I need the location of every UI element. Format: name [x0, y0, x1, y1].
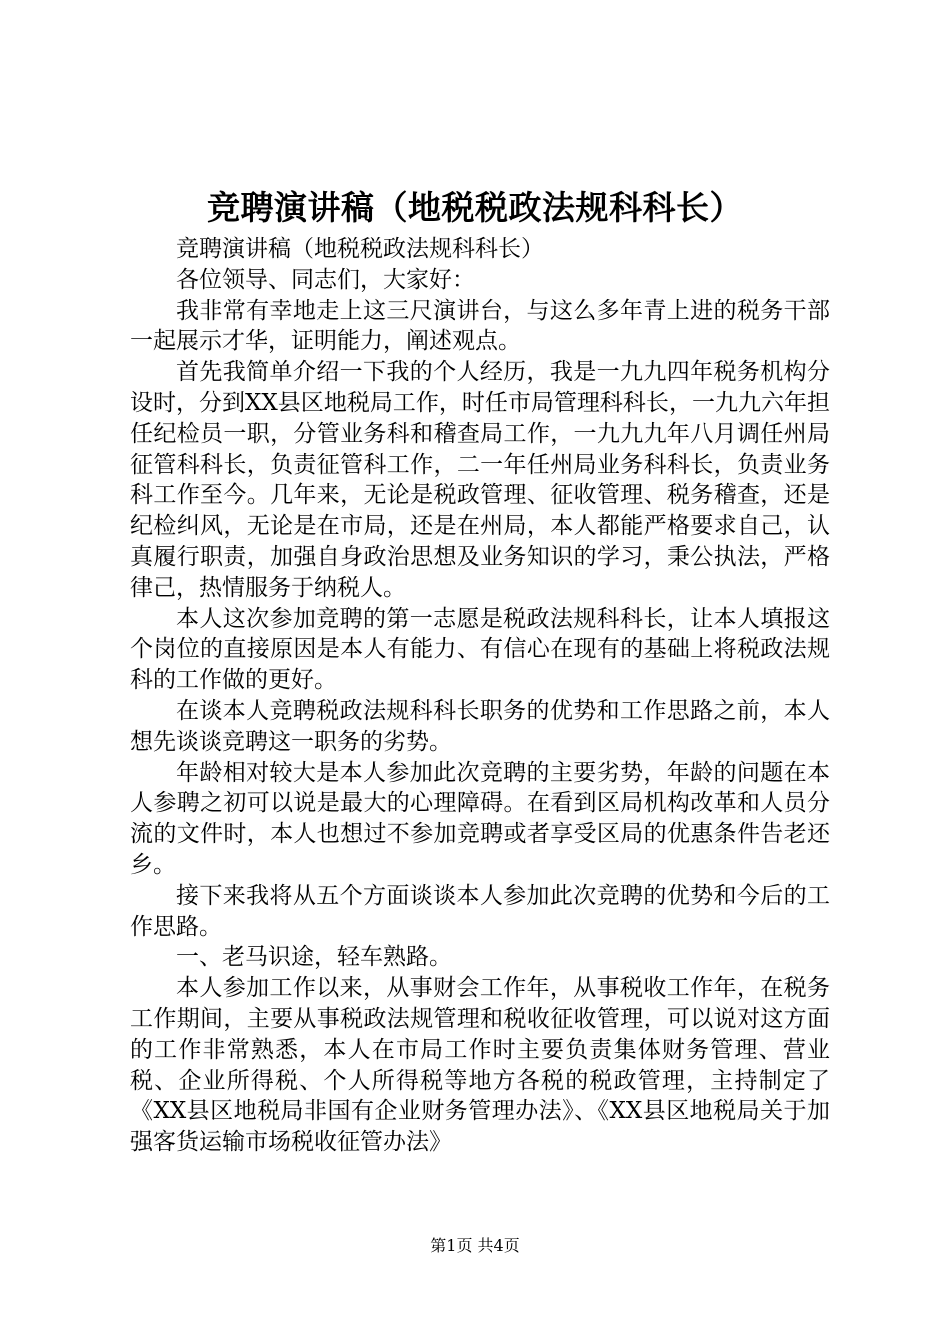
document-title: 竞聘演讲稿（地税税政法规科科长）	[207, 188, 743, 227]
paragraph: 首先我简单介绍一下我的个人经历，我是一九九四年税务机构分设时，分到XX县区地税局工作，时任市局管理科科长，一九九六年担任纪检员一职，分管业务科和稽查局工作，一九九九年八月调任州局征管科科长，负责征管科工作，二一年任州局业务科科长，负责业务科工作至今。几年来，无论是税政管理、征收管理、税务稽查，还是纪检纠风，无论是在市局，还是在州局，本人都能严格要求自己，认真履行职责，加强自身政治思想及业务知识的学习，秉公执法，严格律己，热情服务于纳税人。	[130, 359, 830, 601]
paragraph: 各位领导、同志们，大家好：	[176, 266, 475, 293]
paragraph: 本人这次参加竞聘的第一志愿是税政法规科科长，让本人填报这个岗位的直接原因是本人有能力、有信心在现有的基础上将税政法规科的工作做的更好。	[130, 605, 830, 694]
paragraph: 本人参加工作以来，从事财会工作年，从事税收工作年，在税务工作期间，主要从事税政法规管理和税收征收管理，可以说对这方面的工作非常熟悉，本人在市局工作时主要负责集体财务管理、营业税、企业所得税、个人所得税等地方各税的税政管理，主持制定了《XX县区地税局非国有企业财务管理办法》、《XX县区地税局关于加强客货运输市场税收征管办法》	[130, 975, 830, 1156]
paragraph: 接下来我将从五个方面谈谈本人参加此次竞聘的优势和今后的工作思路。	[130, 882, 830, 940]
paragraph: 在谈本人竞聘税政法规科科长职务的优势和工作思路之前，本人想先谈谈竞聘这一职务的劣势。	[130, 697, 830, 755]
paragraph: 年龄相对较大是本人参加此次竞聘的主要劣势，年龄的问题在本人参聘之初可以说是最大的心理障碍。在看到区局机构改革和人员分流的文件时，本人也想过不参加竞聘或者享受区局的优惠条件告老还乡。	[130, 759, 830, 878]
paragraph: 一、老马识途，轻车熟路。	[176, 944, 452, 971]
paragraph: 我非常有幸地走上这三尺演讲台，与这么多年青上进的税务干部一起展示才华，证明能力，阐述观点。	[130, 297, 830, 355]
document-body	[130, 234, 830, 1158]
paragraph: 竞聘演讲稿（地税税政法规科科长）	[176, 236, 544, 262]
page-number-footer: 第1页 共4页	[430, 1236, 520, 1255]
